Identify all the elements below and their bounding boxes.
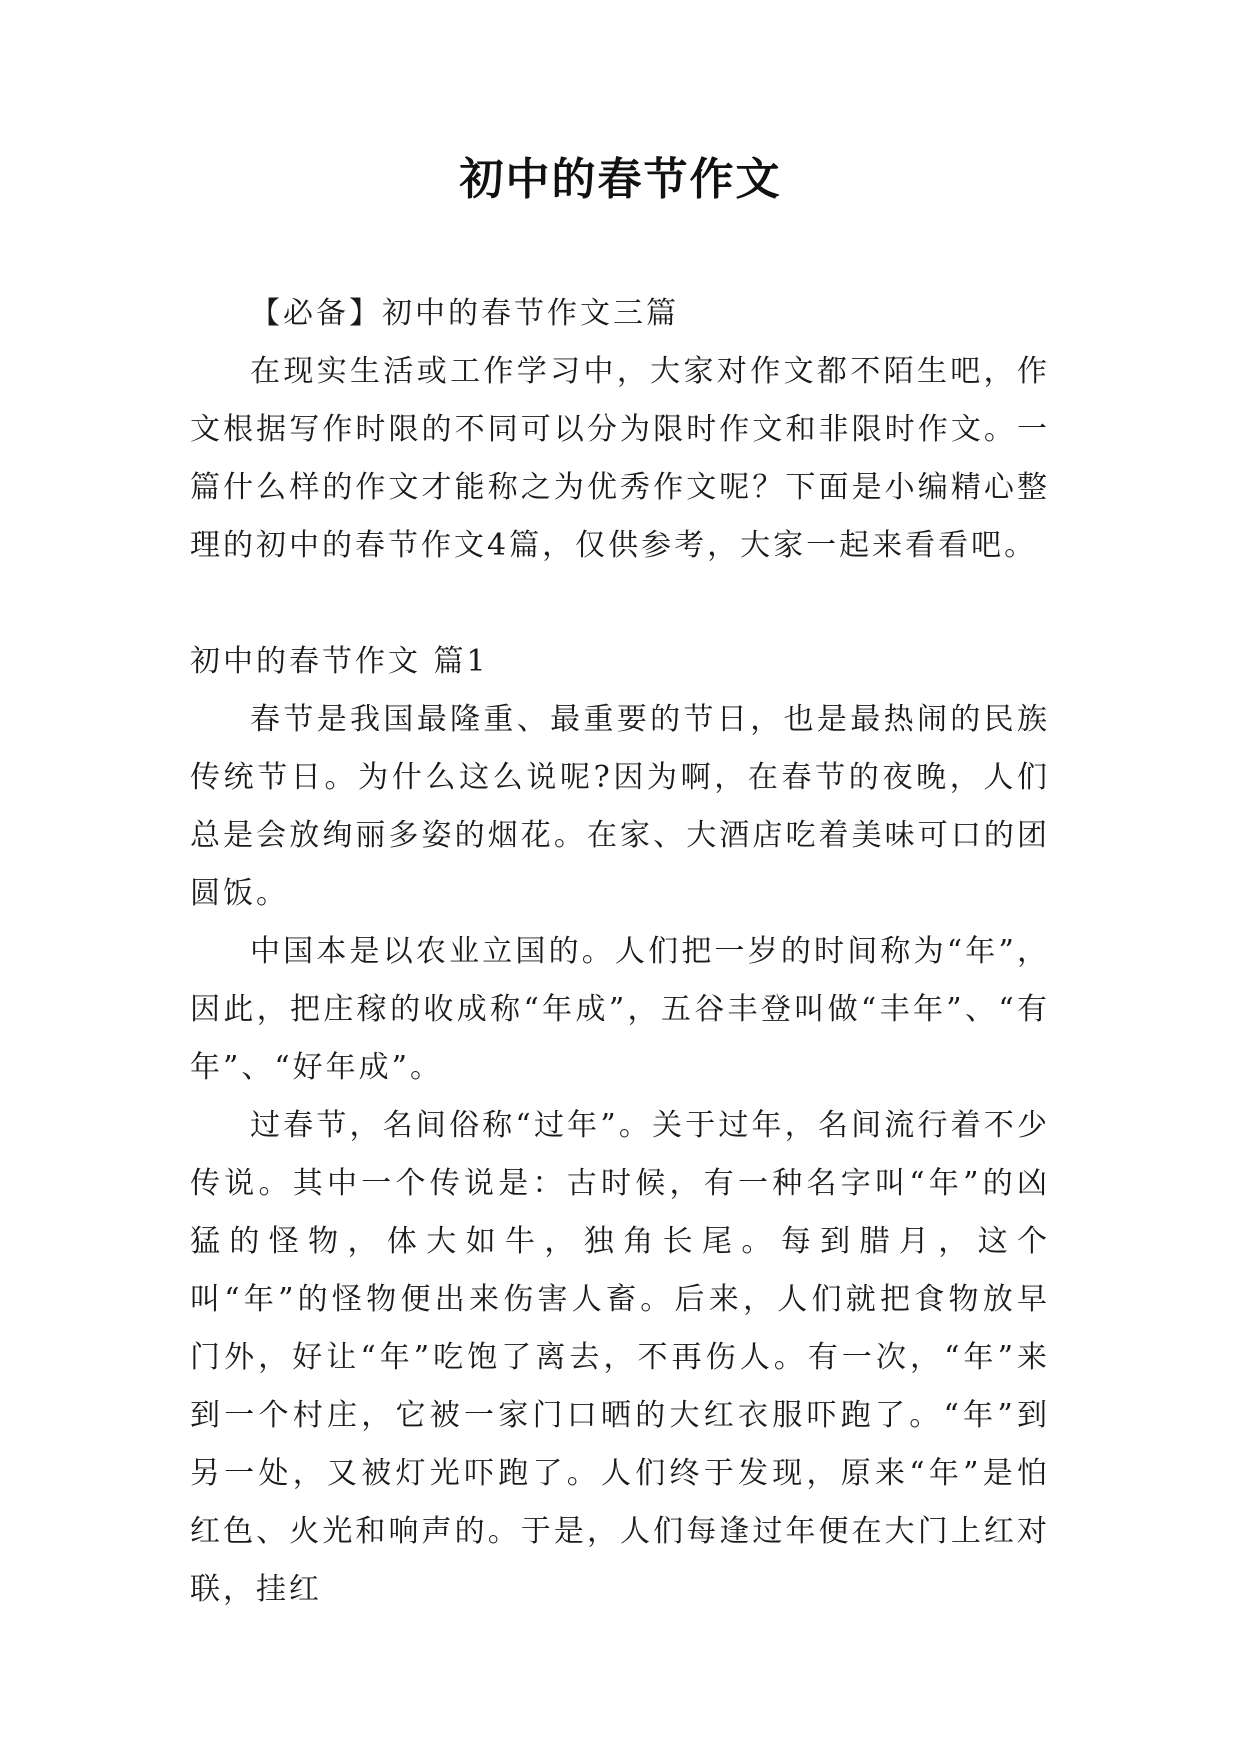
intro-paragraph: 在现实生活或工作学习中，大家对作文都不陌生吧，作文根据写作时限的不同可以分为限时作文和非限时作文。一篇什么样的作文才能称之为优秀作文呢？下面是小编精心整理的初中的春节作文4篇，仅供参考，大家一起来看看吧。 <box>190 354 1050 563</box>
document-title: 初中的春节作文 <box>459 154 782 205</box>
document-subtitle: 【必备】初中的春节作文三篇 <box>250 296 679 331</box>
section-heading: 初中的春节作文 篇1 <box>190 644 489 679</box>
body-paragraph-3: 过春节，名间俗称“过年”。关于过年，名间流行着不少传说。其中一个传说是：古时候，有一种名字叫“年”的凶猛的怪物，体大如牛，独角长尾。每到腊月，这个叫“年”的怪物便出来伤害人畜。后来，人们就把食物放早门外，好让“年”吃饱了离去，不再伤人。有一次，“年”来到一个村庄，它被一家门口晒的大红衣服吓跑了。“年”到另一处，又被灯光吓跑了。人们终于发现，原来“年”是怕红色、火光和响声的。于是，人们每逢过年便在大门上红对联，挂红 <box>190 1108 1050 1607</box>
body-paragraph-2: 中国本是以农业立国的。人们把一岁的时间称为“年”，因此，把庄稼的收成称“年成”，五谷丰登叫做“丰年”、“有年”、“好年成”。 <box>190 934 1050 1085</box>
document-body <box>190 285 1050 1619</box>
body-paragraph-1: 春节是我国最隆重、最重要的节日，也是最热闹的民族传统节日。为什么这么说呢?因为啊，在春节的夜晚，人们总是会放绚丽多姿的烟花。在家、大酒店吃着美味可口的团圆饭。 <box>190 702 1050 911</box>
